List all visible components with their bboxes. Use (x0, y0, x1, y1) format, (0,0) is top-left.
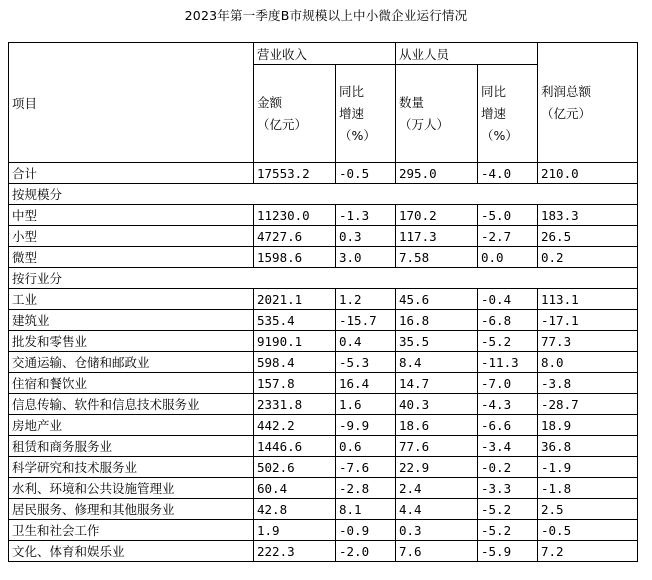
table-row (9, 541, 638, 562)
row-label: 交通运输、仓储和邮政业 (9, 352, 254, 373)
cell-revenue: 535.4 (254, 310, 336, 331)
header-revenue-growth: 同比 增速 （%） (336, 65, 396, 163)
cell-revenue: 11230.0 (254, 205, 336, 226)
cell-employees: 18.6 (396, 415, 478, 436)
cell-profit: -3.8 (538, 373, 638, 394)
statistics-table (8, 42, 638, 562)
row-label: 居民服务、修理和其他服务业 (9, 499, 254, 520)
cell-revenue: 60.4 (254, 478, 336, 499)
cell-revenue-growth: -2.8 (336, 478, 396, 499)
cell-revenue: 4727.6 (254, 226, 336, 247)
cell-employees-growth: -4.0 (478, 163, 538, 184)
cell-revenue-growth: 8.1 (336, 499, 396, 520)
group-label-scale: 按规模分 (9, 184, 638, 205)
cell-profit: -0.5 (538, 520, 638, 541)
row-label: 科学研究和技术服务业 (9, 457, 254, 478)
row-label: 租赁和商务服务业 (9, 436, 254, 457)
cell-employees: 14.7 (396, 373, 478, 394)
cell-employees: 117.3 (396, 226, 478, 247)
cell-revenue-growth: 0.4 (336, 331, 396, 352)
row-label: 房地产业 (9, 415, 254, 436)
cell-profit: 8.0 (538, 352, 638, 373)
cell-employees-growth: -5.2 (478, 499, 538, 520)
cell-employees-growth: -6.6 (478, 415, 538, 436)
cell-employees-growth: -5.2 (478, 331, 538, 352)
cell-revenue: 598.4 (254, 352, 336, 373)
row-label: 水利、环境和公共设施管理业 (9, 478, 254, 499)
group-row-industry (9, 268, 638, 289)
cell-revenue-growth: -9.9 (336, 415, 396, 436)
row-label: 住宿和餐饮业 (9, 373, 254, 394)
row-label: 建筑业 (9, 310, 254, 331)
cell-revenue-growth: 3.0 (336, 247, 396, 268)
cell-employees: 2.4 (396, 478, 478, 499)
cell-employees-growth: -2.7 (478, 226, 538, 247)
cell-employees: 77.6 (396, 436, 478, 457)
cell-profit: 113.1 (538, 289, 638, 310)
cell-revenue-growth: 16.4 (336, 373, 396, 394)
cell-employees: 170.2 (396, 205, 478, 226)
cell-revenue-growth: -0.9 (336, 520, 396, 541)
cell-revenue: 1598.6 (254, 247, 336, 268)
cell-profit: -1.8 (538, 478, 638, 499)
group-label-industry: 按行业分 (9, 268, 638, 289)
cell-revenue-growth: 0.3 (336, 226, 396, 247)
cell-revenue: 17553.2 (254, 163, 336, 184)
table-row (9, 457, 638, 478)
cell-revenue: 42.8 (254, 499, 336, 520)
cell-revenue: 442.2 (254, 415, 336, 436)
cell-employees-growth: -6.8 (478, 310, 538, 331)
cell-profit: 0.2 (538, 247, 638, 268)
table-row (9, 352, 638, 373)
header-profit: 利润总额 （亿元） (538, 43, 638, 163)
table-row (9, 436, 638, 457)
cell-employees-growth: -3.3 (478, 478, 538, 499)
scale-rows (9, 205, 638, 268)
table-row-total (9, 163, 638, 184)
cell-revenue-growth: -2.0 (336, 541, 396, 562)
industry-rows (9, 289, 638, 562)
cell-profit: 183.3 (538, 205, 638, 226)
cell-revenue-growth: 1.2 (336, 289, 396, 310)
cell-employees: 4.4 (396, 499, 478, 520)
cell-revenue: 2021.1 (254, 289, 336, 310)
cell-revenue: 502.6 (254, 457, 336, 478)
cell-employees-growth: -11.3 (478, 352, 538, 373)
cell-employees-growth: -5.0 (478, 205, 538, 226)
table-row (9, 289, 638, 310)
cell-employees-growth: -3.4 (478, 436, 538, 457)
table-row (9, 415, 638, 436)
table-row (9, 310, 638, 331)
row-label: 文化、体育和娱乐业 (9, 541, 254, 562)
cell-employees: 22.9 (396, 457, 478, 478)
table-title: 2023年第一季度B市规模以上中小微企业运行情况 (184, 8, 468, 23)
cell-profit: -1.9 (538, 457, 638, 478)
table-row (9, 205, 638, 226)
header-revenue-amount: 金额 （亿元） (254, 65, 336, 163)
cell-revenue-growth: -1.3 (336, 205, 396, 226)
cell-revenue: 2331.8 (254, 394, 336, 415)
row-label: 中型 (9, 205, 254, 226)
cell-revenue: 222.3 (254, 541, 336, 562)
cell-revenue-growth: 0.6 (336, 436, 396, 457)
cell-revenue-growth: -7.6 (336, 457, 396, 478)
cell-revenue-growth: -0.5 (336, 163, 396, 184)
cell-revenue: 157.8 (254, 373, 336, 394)
row-label: 信息传输、软件和信息技术服务业 (9, 394, 254, 415)
cell-profit: 7.2 (538, 541, 638, 562)
cell-employees: 16.8 (396, 310, 478, 331)
row-label: 工业 (9, 289, 254, 310)
cell-employees-growth: -0.2 (478, 457, 538, 478)
row-label: 微型 (9, 247, 254, 268)
cell-profit: -17.1 (538, 310, 638, 331)
cell-employees-growth: -5.2 (478, 520, 538, 541)
cell-employees-growth: 0.0 (478, 247, 538, 268)
cell-profit: 210.0 (538, 163, 638, 184)
table-row (9, 226, 638, 247)
cell-employees: 0.3 (396, 520, 478, 541)
header-employees-group: 从业人员 (396, 43, 538, 65)
cell-employees: 7.6 (396, 541, 478, 562)
header-employees-count: 数量 （万人） (396, 65, 478, 163)
header-revenue-group: 营业收入 (254, 43, 396, 65)
table-row (9, 373, 638, 394)
cell-profit: 36.8 (538, 436, 638, 457)
cell-employees-growth: -4.3 (478, 394, 538, 415)
cell-employees: 7.58 (396, 247, 478, 268)
cell-revenue-growth: -5.3 (336, 352, 396, 373)
cell-employees: 8.4 (396, 352, 478, 373)
row-label: 合计 (9, 163, 254, 184)
cell-revenue: 1446.6 (254, 436, 336, 457)
table-row (9, 499, 638, 520)
cell-employees-growth: -7.0 (478, 373, 538, 394)
row-label: 批发和零售业 (9, 331, 254, 352)
table-row (9, 520, 638, 541)
cell-employees-growth: -5.9 (478, 541, 538, 562)
cell-revenue-growth: 1.6 (336, 394, 396, 415)
header-item: 项目 (9, 43, 254, 163)
cell-profit: 2.5 (538, 499, 638, 520)
row-label: 小型 (9, 226, 254, 247)
group-row-scale (9, 184, 638, 205)
table-row (9, 394, 638, 415)
cell-employees: 40.3 (396, 394, 478, 415)
table-row (9, 478, 638, 499)
cell-profit: 18.9 (538, 415, 638, 436)
cell-profit: 26.5 (538, 226, 638, 247)
cell-employees: 35.5 (396, 331, 478, 352)
table-row (9, 331, 638, 352)
cell-employees-growth: -0.4 (478, 289, 538, 310)
header-employees-growth: 同比 增速 （%） (478, 65, 538, 163)
row-label: 卫生和社会工作 (9, 520, 254, 541)
cell-revenue: 9190.1 (254, 331, 336, 352)
cell-profit: -28.7 (538, 394, 638, 415)
cell-revenue-growth: -15.7 (336, 310, 396, 331)
cell-employees: 295.0 (396, 163, 478, 184)
cell-employees: 45.6 (396, 289, 478, 310)
table-row (9, 247, 638, 268)
cell-revenue: 1.9 (254, 520, 336, 541)
cell-profit: 77.3 (538, 331, 638, 352)
